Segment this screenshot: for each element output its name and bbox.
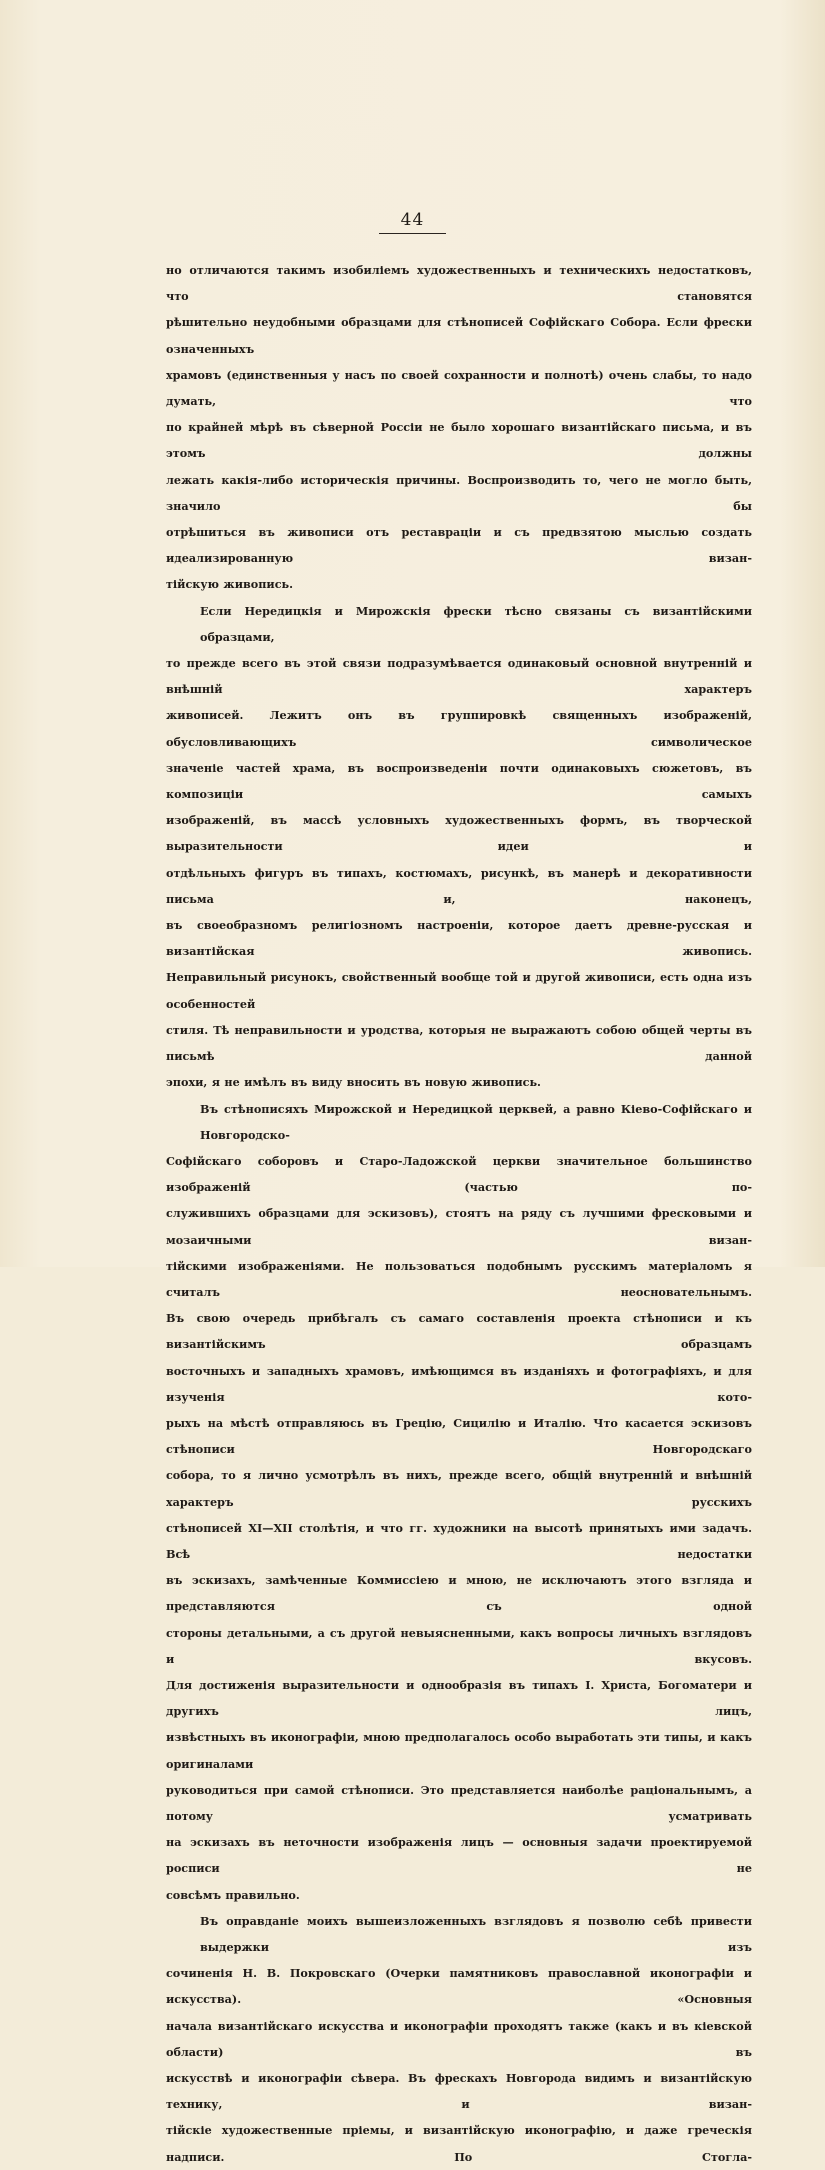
text-line: въ эскизахъ, замѣченные Коммиссіею и мною, не исключаютъ этого взгляда и представляются съ одной bbox=[166, 1573, 752, 1614]
text-line: тійскіе художественные пріемы, и византійскую иконографію, и даже греческія надписи. По Стогла- bbox=[166, 2123, 752, 2164]
text-line: тійскими изображеніями. Не пользоваться подобнымъ русскимъ матеріаломъ я считалъ неосновательнымъ. bbox=[166, 1258, 752, 1299]
text-line: сочиненія Н. В. Покровскаго (Очерки памятниковъ православной иконографіи и искусства). «Основныя bbox=[166, 1966, 752, 2007]
text-line: извѣстныхъ въ иконографіи, мною предполагалось особо выработать эти типы, и какъ оригиналами bbox=[166, 1730, 752, 1771]
text-line: Въ оправданіе моихъ вышеизложенныхъ взглядовъ я позволю себѣ привести выдержки изъ bbox=[200, 1913, 752, 1954]
text-line: служившихъ образцами для эскизовъ), стоятъ на ряду съ лучшими фресковыми и мозаичными визан- bbox=[166, 1206, 752, 1247]
text-line: значеніе частей храма, въ воспроизведеніи почти одинаковыхъ сюжетовъ, въ композиціи самыхъ bbox=[166, 760, 752, 802]
text-line: начала византійскаго искусства и иконографіи проходятъ также (какъ и въ кіевской области) въ bbox=[166, 2018, 752, 2059]
text-line: храмовъ (единственныя у насъ по своей сохранности и полнотѣ) очень слабы, то надо думать, что bbox=[166, 367, 752, 409]
text-line: по крайней мѣрѣ въ сѣверной Россіи не было хорошаго византійскаго письма, и въ этомъ должны bbox=[166, 420, 752, 461]
text-line: совсѣмъ правильно. bbox=[166, 1887, 300, 1902]
text-line: эпохи, я не имѣлъ въ виду вносить въ новую живопись. bbox=[166, 1075, 541, 1090]
text-line: рѣшительно неудобными образцами для стѣнописей Софійскаго Собора. Если фрески означенныхъ bbox=[166, 315, 752, 356]
text-line: руководиться при самой стѣнописи. Это представляется наиболѣе раціональнымъ, а потому усматривать bbox=[166, 1782, 752, 1823]
text-line: изображеній, въ массѣ условныхъ художественныхъ формъ, въ творческой выразительности идеи и bbox=[166, 813, 752, 854]
text-line: Въ стѣнописяхъ Мирожской и Нередицкой церквей, а равно Кіево-Софійскаго и Новгородско- bbox=[200, 1101, 752, 1142]
text-line: Софійскаго соборовъ и Старо-Ладожской церкви значительное большинство изображеній (частью по- bbox=[166, 1153, 752, 1195]
text-line: на эскизахъ въ неточности изображенія лицъ — основныя задачи проектируемой росписи не bbox=[166, 1835, 752, 1876]
text-line: въ своеобразномъ религіозномъ настроеніи, которое даетъ древне-русская и византійская живопись. bbox=[166, 918, 752, 959]
text-line: собора, то я лично усмотрѣлъ въ нихъ, прежде всего, общій внутренній и внѣшній характеръ русскихъ bbox=[166, 1468, 752, 1509]
text-line: живописей. Лежитъ онъ въ группировкѣ священныхъ изображеній, обусловливающихъ символическое bbox=[166, 708, 752, 749]
text-line: отдѣльныхъ фигуръ въ типахъ, костюмахъ, рисункѣ, въ манерѣ и декоративности письма и, наконецъ, bbox=[166, 865, 752, 906]
paragraph-2 bbox=[166, 598, 752, 1096]
page-number-text: 44 bbox=[379, 210, 447, 234]
text-line: Для достиженія выразительности и однообразія въ типахъ І. Христа, Богоматери и другихъ лицъ, bbox=[166, 1677, 752, 1719]
text-line: стѣнописей XI—XII столѣтія, и что гг. художники на высотѣ принятыхъ ими задачъ. Всѣ недостатки bbox=[166, 1520, 752, 1561]
text-line: искусствѣ и иконографіи сѣвера. Въ фрескахъ Новгорода видимъ и византійскую технику, и визан- bbox=[166, 2071, 752, 2112]
text-line: отрѣшиться въ живописи отъ реставраціи и съ предвзятою мыслью создать идеализированную визан- bbox=[166, 525, 752, 566]
text-line: рыхъ на мѣстѣ отправляюсь въ Грецію, Сицилію и Италію. Что касается эскизовъ стѣнописи Новгородскаго bbox=[166, 1415, 752, 1457]
body-text bbox=[166, 257, 752, 2170]
page-number bbox=[0, 210, 825, 234]
paragraph-3 bbox=[166, 1096, 752, 1908]
text-line: Если Нередицкія и Мирожскія фрески тѣсно связаны съ византійскими образцами, bbox=[200, 603, 752, 644]
text-line: лежать какія-либо историческія причины. Воспроизводить то, чего не могло быть, значило бы bbox=[166, 472, 752, 513]
text-line: то прежде всего въ этой связи подразумѣвается одинаковый основной внутренній и внѣшній характеръ bbox=[166, 656, 752, 697]
text-line: Неправильный рисунокъ, свойственный вообще той и другой живописи, есть одна изъ особенностей bbox=[166, 970, 752, 1011]
paragraph-4 bbox=[166, 1908, 752, 2170]
paragraph-1 bbox=[166, 257, 752, 598]
text-line: стороны детальными, а съ другой невыясненными, какъ вопросы личныхъ взглядовъ и вкусовъ. bbox=[166, 1625, 752, 1666]
text-line: Въ свою очередь прибѣгалъ съ самаго составленія проекта стѣнописи и къ византійскимъ образцамъ bbox=[166, 1311, 752, 1352]
text-line: восточныхъ и западныхъ храмовъ, имѣющимся въ изданіяхъ и фотографіяхъ, и для изученія кото- bbox=[166, 1363, 752, 1404]
text-line: тійскую живопись. bbox=[166, 577, 294, 592]
text-line: стиля. Тѣ неправильности и уродства, которыя не выражаютъ собою общей черты въ письмѣ данной bbox=[166, 1022, 752, 1064]
text-line: но отличаются такимъ изобиліемъ художественныхъ и техническихъ недостатковъ, что становятся bbox=[166, 263, 752, 304]
